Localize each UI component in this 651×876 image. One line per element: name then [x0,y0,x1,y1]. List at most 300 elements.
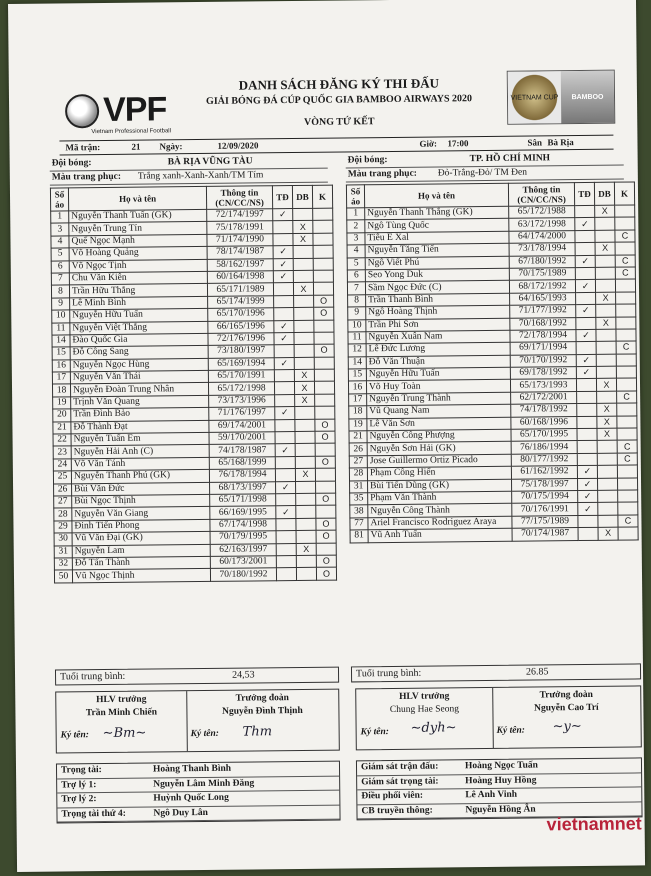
player-name: Bùi Tiến Dũng (GK) [368,479,512,493]
starter-mark [276,555,296,568]
absent-mark: O [314,295,334,308]
player-number: 7 [347,282,365,295]
starter-mark: ✓ [576,304,596,317]
player-info: 62/163/1997 [210,543,276,556]
player-name: Đỗ Tấn Thành [72,556,210,570]
player-number: 21 [349,431,367,444]
absent-mark [315,406,335,419]
player-name: Nguyễn Sơn Hải (GK) [367,442,511,456]
official-name: Huỳnh Quốc Long [153,792,229,804]
player-name: Trần Phi Sơn [366,318,510,332]
substitute-mark [294,357,314,370]
starter-mark: ✓ [273,270,293,283]
coach-label: HLV trưởng [96,694,147,706]
player-number: 7 [51,273,69,286]
match-venue: Bà Rịa [547,137,574,148]
player-number: 81 [350,530,368,543]
player-name: Trần Thanh Bình [366,293,510,307]
absent-mark: C [617,453,637,466]
player-name: Quế Ngọc Mạnh [69,234,207,248]
manager-label: Trưởng đoàn [235,693,289,704]
player-info: 59/170/2001 [209,432,275,445]
col-name: Họ và tên [364,183,508,208]
player-number: 35 [350,493,368,506]
player-number: 9 [348,307,366,320]
player-name: Vũ Quang Nam [367,405,511,419]
player-number: 23 [53,446,71,459]
starter-mark [577,391,597,404]
starter-mark: ✓ [275,407,295,420]
player-info: 66/165/1996 [208,320,274,333]
substitute-mark [597,465,617,478]
starter-mark: ✓ [576,354,596,367]
coach-label: HLV trưởng [399,691,450,702]
substitute-mark [293,270,313,283]
player-name: Ngô Hoàng Thịnh [366,305,510,319]
kit-label: Màu trang phục: [51,171,122,183]
team-a-kit: Trắng xanh-Xanh-Xanh/TM Tím [137,170,264,182]
player-info: 65/170/1991 [208,370,274,383]
absent-mark: C [616,341,636,354]
player-number: 12 [348,344,366,357]
player-number: 15 [348,369,366,382]
substitute-mark [296,481,316,494]
player-name: Nguyễn Văn Thái [70,371,208,385]
substitute-mark [597,391,617,404]
absent-mark [313,208,333,221]
player-name: Chu Văn Kiên [69,271,207,285]
starter-mark [273,283,293,296]
date-label: Ngày: [159,141,183,152]
substitute-mark: X [295,469,315,482]
substitute-mark [597,478,617,491]
player-name: Nguyễn Đoàn Trung Nhân [70,383,208,397]
player-number: 11 [348,332,366,345]
player-name: Vũ Ngọc Thịnh [72,569,210,583]
team-b-coach: Chung Hae Seong [389,704,460,716]
player-name: Phạm Công Hiển [367,466,511,480]
player-info: 65/172/1998 [208,382,274,395]
player-name: Nguyễn Thanh Phú (GK) [71,470,209,484]
player-name: Nguyễn Công Thành [368,504,512,518]
player-name: Đinh Tiến Phong [72,519,210,533]
col-no: Số áo [50,188,68,211]
absent-mark [616,304,636,317]
substitute-mark: X [596,317,616,330]
player-info: 77/175/1989 [512,515,578,528]
player-number: 30 [54,533,72,546]
player-info: 70/180/1992 [210,568,276,581]
player-info: 70/168/1992 [510,317,576,330]
substitute-mark: X [293,221,313,234]
substitute-mark [293,245,313,258]
team-b-name: TP. HỒ CHÍ MINH [469,153,551,165]
substitute-mark [596,366,616,379]
team-a-manager-signature: Thm [242,724,273,740]
substitute-mark [595,267,615,280]
player-name: Nguyễn Trung Thành [367,392,511,406]
col-db: DB [292,185,312,208]
absent-mark [313,245,333,258]
starter-mark [578,515,598,528]
absent-mark: O [316,530,336,543]
player-name: Nguyễn Hữu Tuấn [70,309,208,323]
player-info: 65/171/1998 [210,494,276,507]
team-b-header [346,152,624,183]
absent-mark [616,316,636,329]
absent-mark: C [618,515,638,528]
starter-mark [578,528,598,541]
player-number: 31 [350,480,368,493]
player-name: Nguyễn Hải Anh (C) [71,445,209,459]
absent-mark [314,382,334,395]
player-number: 3 [51,223,69,236]
player-info: 60/164/1998 [207,271,273,284]
player-number: 25 [53,471,71,484]
starter-mark [275,469,295,482]
player-info: 71/177/1992 [510,305,576,318]
substitute-mark [296,568,316,581]
starter-mark: ✓ [575,280,595,293]
team-a-staff-box [55,689,340,754]
player-info: 58/162/1997 [207,258,273,271]
player-number: 6 [347,270,365,283]
player-name: Bùi Ngọc Thịnh [72,494,210,508]
team-b-roster [346,181,639,543]
absent-mark [617,403,637,416]
player-name: Lê Minh Bình [70,296,208,310]
sign-label: Ký tên: [360,727,389,738]
player-number: 8 [51,285,69,298]
player-name: Võ Huy Toàn [366,380,510,394]
substitute-mark [294,320,314,333]
substitute-mark [596,354,616,367]
absent-mark: C [617,440,637,453]
registration-sheet [8,0,645,872]
player-info: 68/173/1997 [210,481,276,494]
player-info: 76/178/1994 [209,469,275,482]
player-name: Võ Hoàng Quảng [69,247,207,261]
officials-right [356,757,643,820]
absent-mark [617,428,637,441]
official-role: CB truyền thông: [361,805,433,817]
absent-mark [313,270,333,283]
substitute-mark [294,295,314,308]
player-name: Nguyễn Thanh Tuấn (GK) [69,209,207,223]
absent-mark [314,320,334,333]
substitute-mark: X [597,416,617,429]
starter-mark [275,394,295,407]
substitute-mark [296,555,316,568]
starter-mark [576,292,596,305]
substitute-mark [293,258,313,271]
player-number: 1 [51,211,69,224]
starter-mark [274,308,294,321]
player-number: 26 [54,483,72,496]
substitute-mark [597,441,617,454]
starter-mark: ✓ [577,478,597,491]
col-no: Số áo [346,185,364,208]
team-a-roster [50,185,337,584]
col-info: Thông tin (CN/CC/NS) [508,183,574,207]
official-name: Ngô Duy Lân [153,807,208,819]
player-info: 63/172/1998 [509,218,575,231]
cup-logo [507,70,616,125]
player-info: 65/170/1995 [511,429,577,442]
absent-mark: O [316,567,336,580]
col-db: DB [594,182,614,205]
absent-mark [615,242,635,255]
player-info: 67/174/1998 [210,518,276,531]
player-number: 28 [349,468,367,481]
team-b-coach-signature: ~dyh~ [410,720,457,736]
football-icon [65,94,99,128]
col-k: K [614,182,634,205]
starter-mark [576,342,596,355]
bamboo-logo: BAMBOO [561,71,615,124]
player-name: Vũ Anh Tuấn [368,528,512,542]
absent-mark [313,258,333,271]
starter-mark: ✓ [273,258,293,271]
document-subtitle: GIẢI BÓNG ĐÁ CÚP QUỐC GIA BAMBOO AIRWAYS 2020 [205,93,473,107]
absent-mark [316,481,336,494]
absent-mark [617,465,637,478]
official-name: Lê Anh Vinh [465,789,518,801]
absent-mark [616,329,636,342]
player-info: 75/178/1997 [512,478,578,491]
player-number: 16 [348,381,366,394]
round-label: VÒNG TỨ KẾT [303,116,375,128]
col-td: TĐ [272,186,292,209]
player-info: 78/174/1987 [207,246,273,259]
player-name: Nguyễn Ngọc Hùng [70,358,208,372]
substitute-mark [295,431,315,444]
starter-mark: ✓ [274,332,294,345]
cup-trophy-icon: VIETNAM CUP [508,71,562,124]
substitute-mark [598,503,618,516]
team-a-header [50,155,328,186]
player-name: Nguyễn Công Phượng [367,429,511,443]
substitute-mark [596,341,616,354]
player-info: 73/173/1996 [209,395,275,408]
starter-mark: ✓ [274,320,294,333]
player-number: 14 [52,335,70,348]
substitute-mark: X [598,527,618,540]
absent-mark [314,357,334,370]
starter-mark [577,404,597,417]
substitute-mark: X [595,205,615,218]
official-name: Nguyễn Hồng Ân [465,804,536,816]
player-name: Phạm Văn Thành [368,491,512,505]
team-label: Đội bóng: [51,158,92,169]
starter-mark [575,205,595,218]
player-info: 69/171/1994 [510,342,576,355]
team-label: Đội bóng: [347,155,388,166]
player-info: 65/170/1996 [208,308,274,321]
substitute-mark: X [293,283,313,296]
starter-mark: ✓ [276,506,296,519]
player-name: Nguyễn Xuân Nam [366,330,510,344]
player-info: 61/162/1992 [511,466,577,479]
match-no-label: Mã trận: [65,142,101,153]
time-label: Giờ: [419,138,438,149]
player-name: Ngô Tùng Quốc [365,219,509,233]
starter-mark [274,382,294,395]
player-name: Nguyễn Thanh Thắng (GK) [365,206,509,220]
player-name: Seo Yong Duk [365,268,509,282]
player-number: 5 [347,257,365,270]
starter-mark [274,345,294,358]
player-info: 70/170/1992 [510,354,576,367]
substitute-mark [595,218,615,231]
official-name: Hoàng Ngọc Tuấn [464,760,538,772]
starter-mark: ✓ [575,218,595,231]
player-info: 62/172/2001 [511,391,577,404]
starter-mark [276,493,296,506]
player-number: 18 [349,406,367,419]
substitute-mark: X [596,379,616,392]
player-name: Vũ Văn Đại (GK) [72,532,210,546]
player-number: 17 [349,394,367,407]
match-time: 17:00 [447,138,469,149]
player-info: 60/168/1996 [511,416,577,429]
official-row [57,805,339,823]
official-role: Giám sát trọng tài: [361,776,439,787]
starter-mark [273,221,293,234]
player-number: 50 [54,570,72,583]
team-b-manager-signature: ~y~ [552,719,582,735]
player-name: Trịnh Văn Quang [71,395,209,409]
player-number: 29 [54,521,72,534]
player-number: 6 [51,260,69,273]
starter-mark: ✓ [576,329,596,342]
starter-mark: ✓ [577,466,597,479]
player-name: Ngô Viết Phú [365,256,509,270]
player-info: 71/174/1990 [207,234,273,247]
player-number: 1 [347,208,365,221]
player-number: 5 [51,248,69,261]
player-number: 32 [54,558,72,571]
starter-mark [276,531,296,544]
absent-mark: O [315,431,335,444]
player-number: 14 [348,356,366,369]
team-b-avg: 26.85 [525,666,549,678]
player-info: 65/171/1989 [207,283,273,296]
substitute-mark: X [597,403,617,416]
player-number: 20 [53,409,71,422]
player-info: 74/178/1987 [209,444,275,457]
substitute-mark: X [596,292,616,305]
player-number: 3 [347,233,365,246]
player-info: 70/176/1991 [512,503,578,516]
team-a-coach: Trần Minh Chiến [85,707,158,719]
team-a-name: BÀ RỊA VŨNG TÀU [167,156,253,168]
absent-mark [315,394,335,407]
starter-mark: ✓ [578,503,598,516]
player-info: 76/186/1994 [511,441,577,454]
official-role: Điều phối viên: [361,790,424,802]
player-number: 8 [348,295,366,308]
player-info: 70/174/1987 [512,528,578,541]
absent-mark: O [316,555,336,568]
player-info: 71/176/1997 [209,407,275,420]
official-role: Trợ lý 1: [61,779,97,791]
official-role: Trợ lý 2: [61,794,97,805]
player-info: 75/178/1991 [207,221,273,234]
absent-mark [313,282,333,295]
substitute-mark: X [595,242,615,255]
player-number: 18 [52,384,70,397]
starter-mark [276,518,296,531]
player-name: Võ Ngọc Tịnh [69,259,207,273]
kit-label: Màu trang phục: [347,168,418,180]
official-role: Trọng tài thứ 4: [61,808,126,820]
starter-mark [276,543,296,556]
player-info: 74/178/1992 [511,404,577,417]
substitute-mark [595,255,615,268]
sign-label: Ký tên: [60,730,89,741]
player-number: 11 [52,322,70,335]
player-info: 65/173/1993 [510,379,576,392]
player-info: 64/174/2000 [509,230,575,243]
substitute-mark [296,518,316,531]
player-info: 64/165/1993 [510,292,576,305]
player-info: 72/174/1997 [207,209,273,222]
team-b-kit: Đỏ-Trắng-Đỏ/ TM Đen [437,167,528,179]
player-row [54,567,336,582]
substitute-mark [597,453,617,466]
vpf-logo-subtitle: Vietnam Professional Football [91,128,171,136]
player-name: Ariel Francisco Rodriguez Araya [368,516,512,530]
substitute-mark: X [293,233,313,246]
substitute-mark [296,493,316,506]
absent-mark [615,205,635,218]
player-name: Đỗ Công Sang [70,346,208,360]
absent-mark [315,444,335,457]
starter-mark [276,568,296,581]
absent-mark [315,468,335,481]
absent-mark [615,217,635,230]
starter-mark: ✓ [276,481,296,494]
player-number: 9 [52,298,70,311]
player-number: 27 [349,456,367,469]
substitute-mark [598,515,618,528]
player-name: Jose Guillermo Ortiz Picado [367,454,511,468]
player-number: 15 [52,347,70,360]
substitute-mark [596,329,616,342]
player-number: 28 [54,508,72,521]
player-info: 69/174/2001 [209,419,275,432]
player-info: 73/180/1997 [208,345,274,358]
player-info: 65/168/1999 [209,457,275,470]
starter-mark [577,453,597,466]
absent-mark: O [314,307,334,320]
substitute-mark [598,490,618,503]
player-name: Nguyễn Lam [72,544,210,558]
player-name: Bùi Văn Đức [72,482,210,496]
substitute-mark [294,345,314,358]
substitute-mark [295,456,315,469]
match-no: 21 [131,141,141,152]
starter-mark: ✓ [575,255,595,268]
substitute-mark [296,506,316,519]
official-name: Hoàng Huy Hồng [465,775,537,786]
starter-mark: ✓ [273,246,293,259]
starter-mark: ✓ [274,357,294,370]
player-info: 72/178/1994 [510,329,576,342]
player-number: 22 [53,434,71,447]
player-number: 21 [53,422,71,435]
